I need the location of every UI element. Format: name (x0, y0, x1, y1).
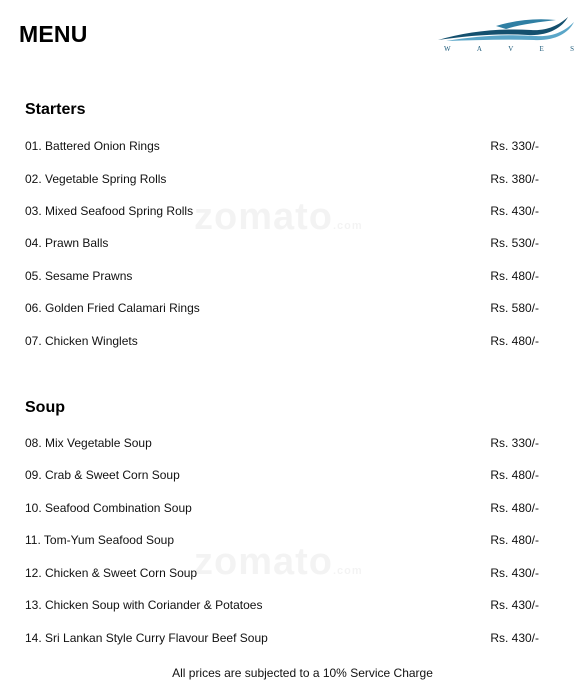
menu-item (25, 530, 539, 550)
menu-item (25, 298, 539, 318)
item-name: 04. Prawn Balls (25, 236, 109, 250)
item-price: Rs. 580/- (490, 301, 539, 315)
menu-item (25, 136, 539, 156)
menu-item (25, 169, 539, 189)
menu-item (25, 266, 539, 286)
item-price: Rs. 480/- (490, 334, 539, 348)
waves-logo-icon (436, 14, 576, 44)
menu-item (25, 563, 539, 583)
item-name: 09. Crab & Sweet Corn Soup (25, 468, 180, 482)
item-name: 12. Chicken & Sweet Corn Soup (25, 566, 198, 580)
item-name: 13. Chicken Soup with Coriander & Potatoes (25, 598, 263, 612)
item-price: Rs. 430/- (490, 204, 539, 218)
item-name: 08. Mix Vegetable Soup (25, 436, 152, 450)
item-name: 02. Vegetable Spring Rolls (25, 172, 167, 186)
item-price: Rs. 480/- (490, 533, 539, 547)
item-price: Rs. 480/- (490, 468, 539, 482)
item-name: 05. Sesame Prawns (25, 269, 133, 283)
waves-logo (436, 14, 576, 56)
section-heading-soup: Soup (25, 399, 65, 416)
item-price: Rs. 480/- (490, 269, 539, 283)
menu-item (25, 628, 539, 648)
menu-item (25, 331, 539, 351)
item-price: Rs. 430/- (490, 598, 539, 612)
item-name: 01. Battered Onion Rings (25, 139, 160, 153)
item-price: Rs. 330/- (490, 139, 539, 153)
menu-item (25, 433, 539, 453)
item-price: Rs. 430/- (490, 566, 539, 580)
page-title: MENU (19, 21, 88, 47)
menu-item (25, 233, 539, 253)
item-price: Rs. 380/- (490, 172, 539, 186)
item-name: 11. Tom-Yum Seafood Soup (25, 533, 174, 547)
item-name: 10. Seafood Combination Soup (25, 501, 192, 515)
item-name: 14. Sri Lankan Style Curry Flavour Beef Soup (25, 631, 268, 645)
menu-item (25, 201, 539, 221)
item-price: Rs. 330/- (490, 436, 539, 450)
item-name: 07. Chicken Winglets (25, 334, 138, 348)
section-heading-starters: Starters (25, 101, 86, 118)
item-name: 03. Mixed Seafood Spring Rolls (25, 204, 194, 218)
service-charge-note: All prices are subjected to a 10% Service Charge (172, 666, 433, 680)
item-price: Rs. 530/- (490, 236, 539, 250)
item-name: 06. Golden Fried Calamari Rings (25, 301, 200, 315)
item-price: Rs. 430/- (490, 631, 539, 645)
waves-logo-text: W A V E S (444, 45, 574, 53)
menu-item (25, 465, 539, 485)
item-price: Rs. 480/- (490, 501, 539, 515)
menu-item (25, 498, 539, 518)
menu-item (25, 595, 539, 615)
